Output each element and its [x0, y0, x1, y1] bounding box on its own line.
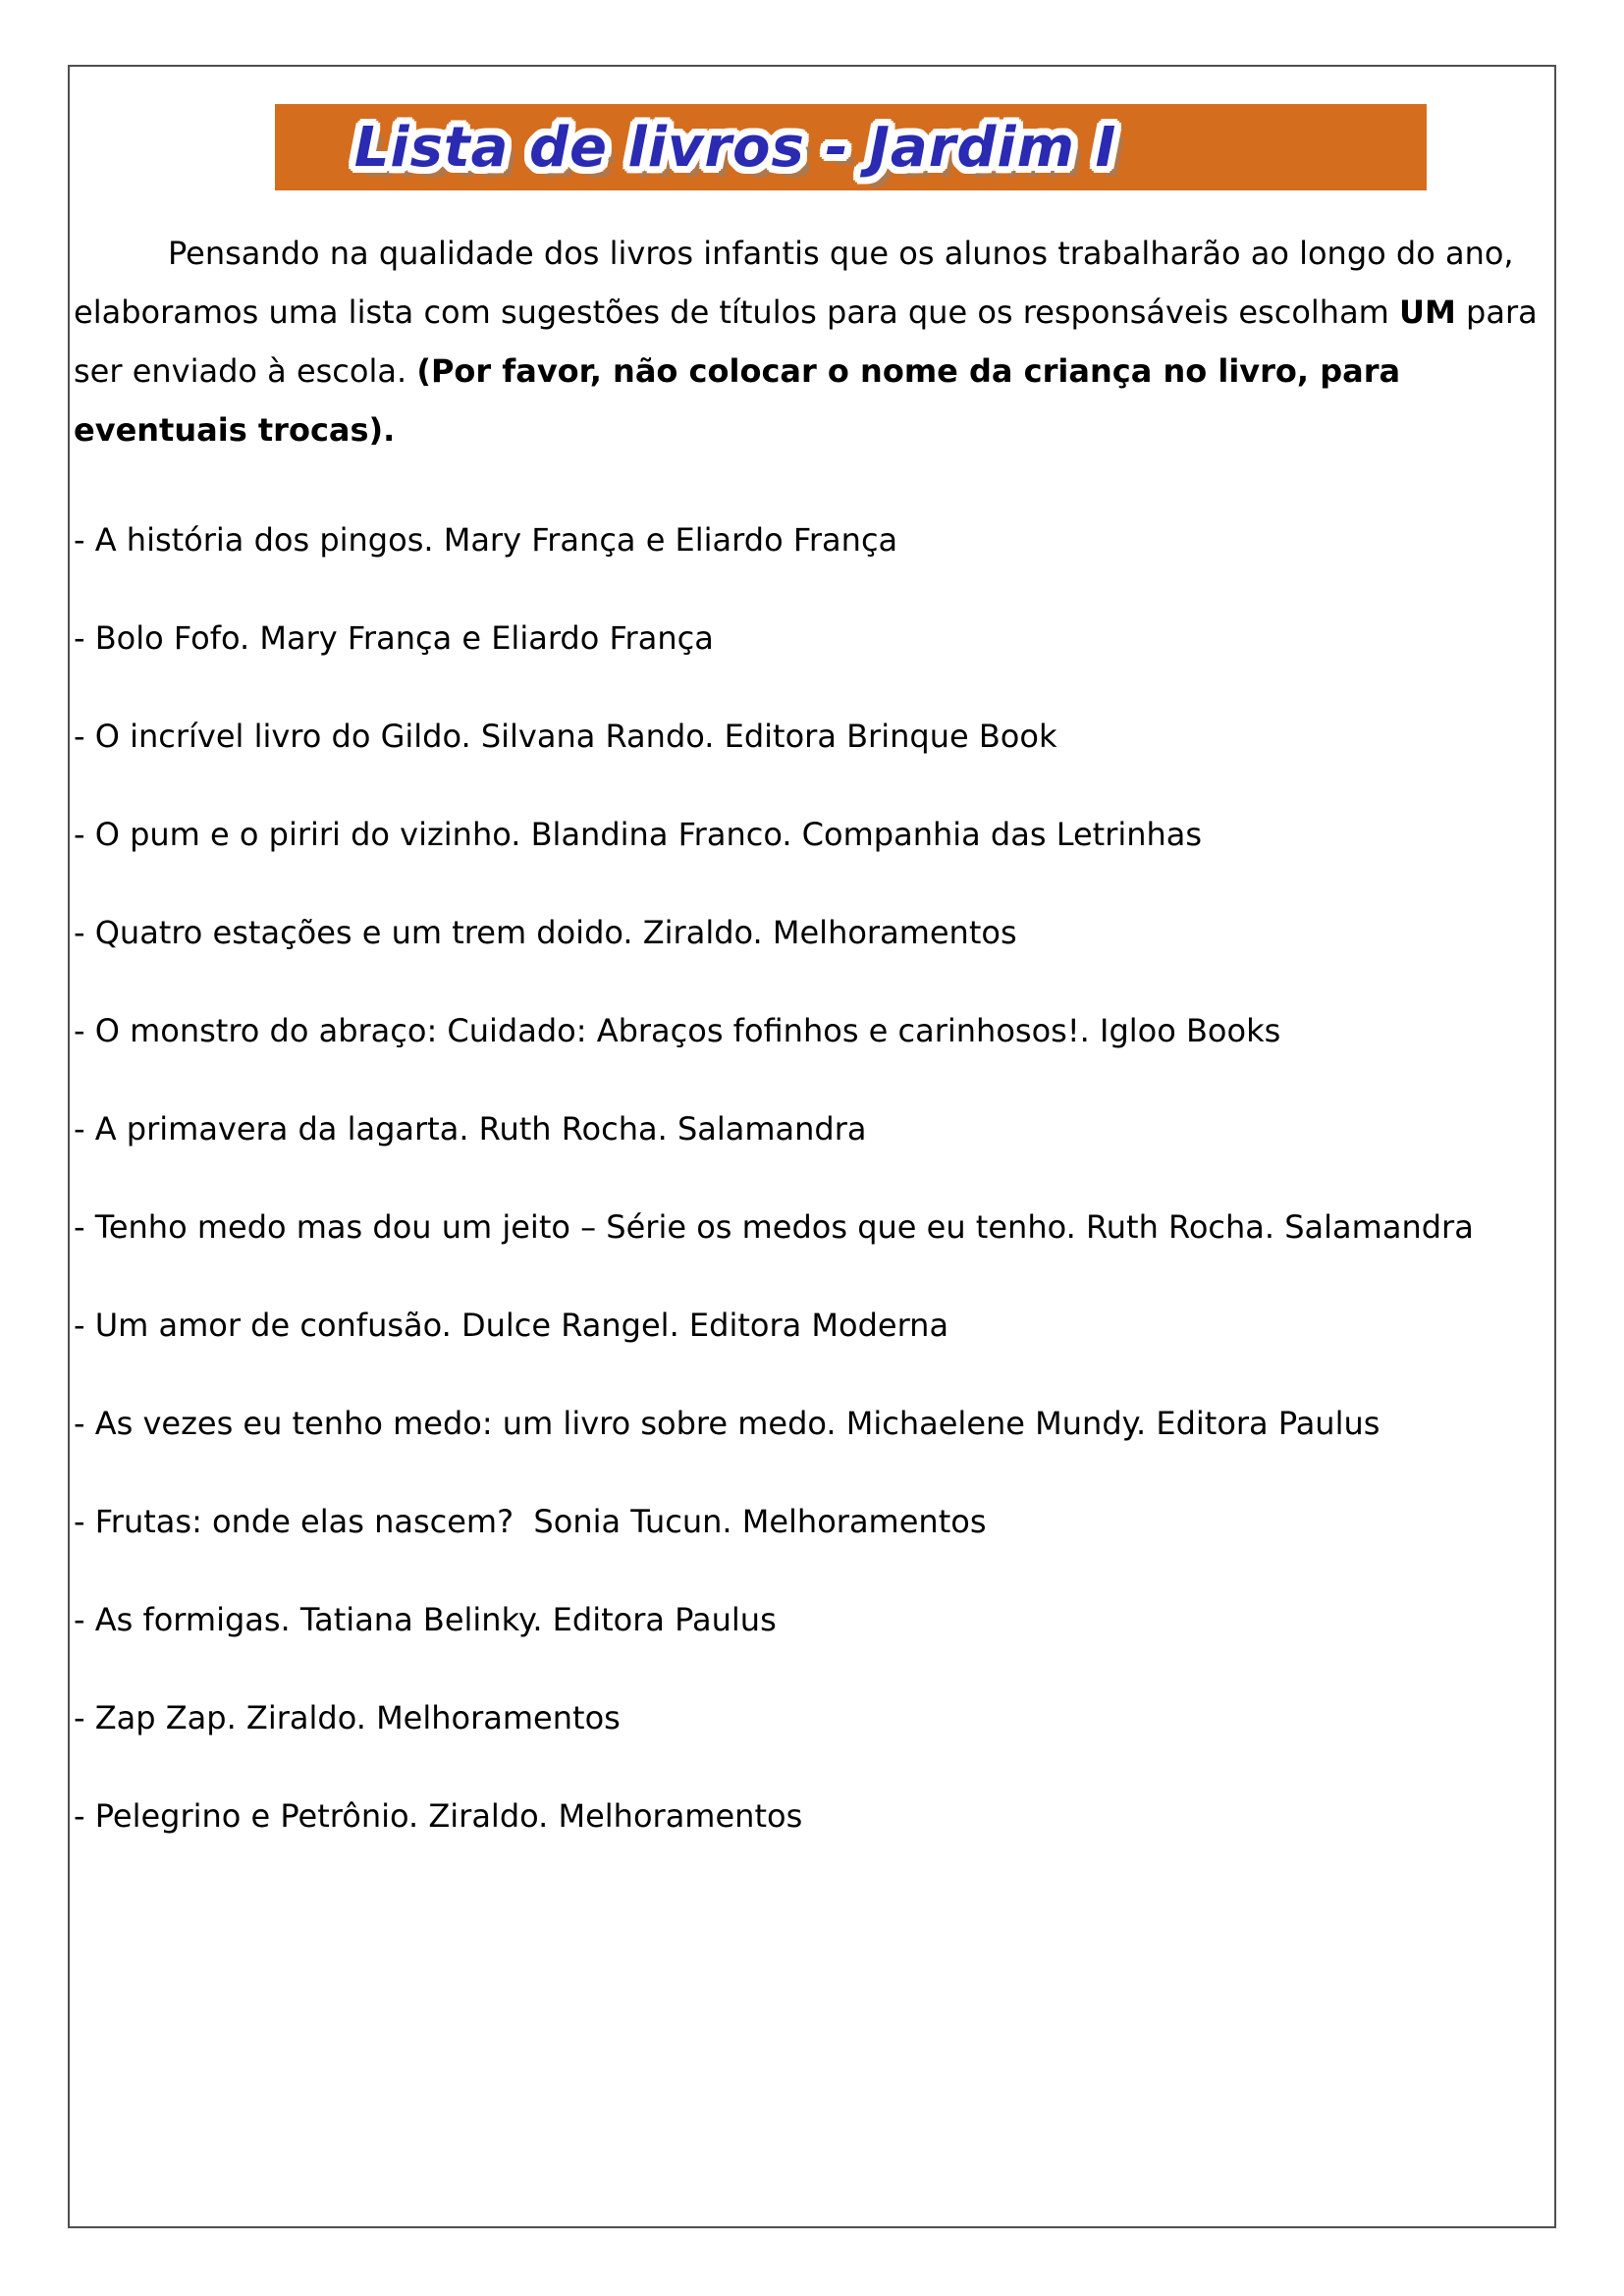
page-border — [68, 65, 1556, 2228]
intro-bold-um: UM — [1399, 294, 1456, 331]
book-list — [74, 510, 1550, 1845]
book-item: - Tenho medo mas dou um jeito – Série os medos que eu tenho. Ruth Rocha. Salamandra — [74, 1208, 1474, 1246]
title-banner — [275, 104, 1427, 190]
book-item: - As formigas. Tatiana Belinky. Editora Paulus — [74, 1601, 777, 1638]
book-item: - Bolo Fofo. Mary França e Eliardo França — [74, 619, 714, 657]
intro-text-2: para ser enviado à escola. — [74, 294, 1538, 390]
book-item: - Frutas: onde elas nascem? Sonia Tucun. Melhoramentos — [74, 1503, 987, 1540]
intro-paragraph — [74, 224, 1550, 459]
book-item: - Zap Zap. Ziraldo. Melhoramentos — [74, 1699, 621, 1736]
intro-bold-note: (Por favor, não colocar o nome da criança no livro, para eventuais trocas). — [74, 352, 1401, 449]
book-item: - A história dos pingos. Mary França e Eliardo França — [74, 521, 898, 559]
book-item: - Quatro estações e um trem doido. Ziraldo. Melhoramentos — [74, 914, 1017, 951]
page-title: Lista de livros - Jardim I — [353, 115, 1117, 180]
book-item: - A primavera da lagarta. Ruth Rocha. Salamandra — [74, 1110, 867, 1148]
intro-text-1: Pensando na qualidade dos livros infantis que os alunos trabalharão ao longo do ano, elaboramos uma lista com sugestões de títulos para que os responsáveis escolham — [74, 235, 1514, 331]
book-item: - O pum e o piriri do vizinho. Blandina Franco. Companhia das Letrinhas — [74, 816, 1203, 853]
book-item: - Um amor de confusão. Dulce Rangel. Editora Moderna — [74, 1307, 949, 1344]
book-item: - Pelegrino e Petrônio. Ziraldo. Melhoramentos — [74, 1797, 803, 1835]
book-item: - As vezes eu tenho medo: um livro sobre medo. Michaelene Mundy. Editora Paulus — [74, 1405, 1380, 1442]
book-item: - O monstro do abraço: Cuidado: Abraços fofinhos e carinhosos!. Igloo Books — [74, 1012, 1281, 1049]
book-item: - O incrível livro do Gildo. Silvana Rando. Editora Brinque Book — [74, 718, 1057, 755]
